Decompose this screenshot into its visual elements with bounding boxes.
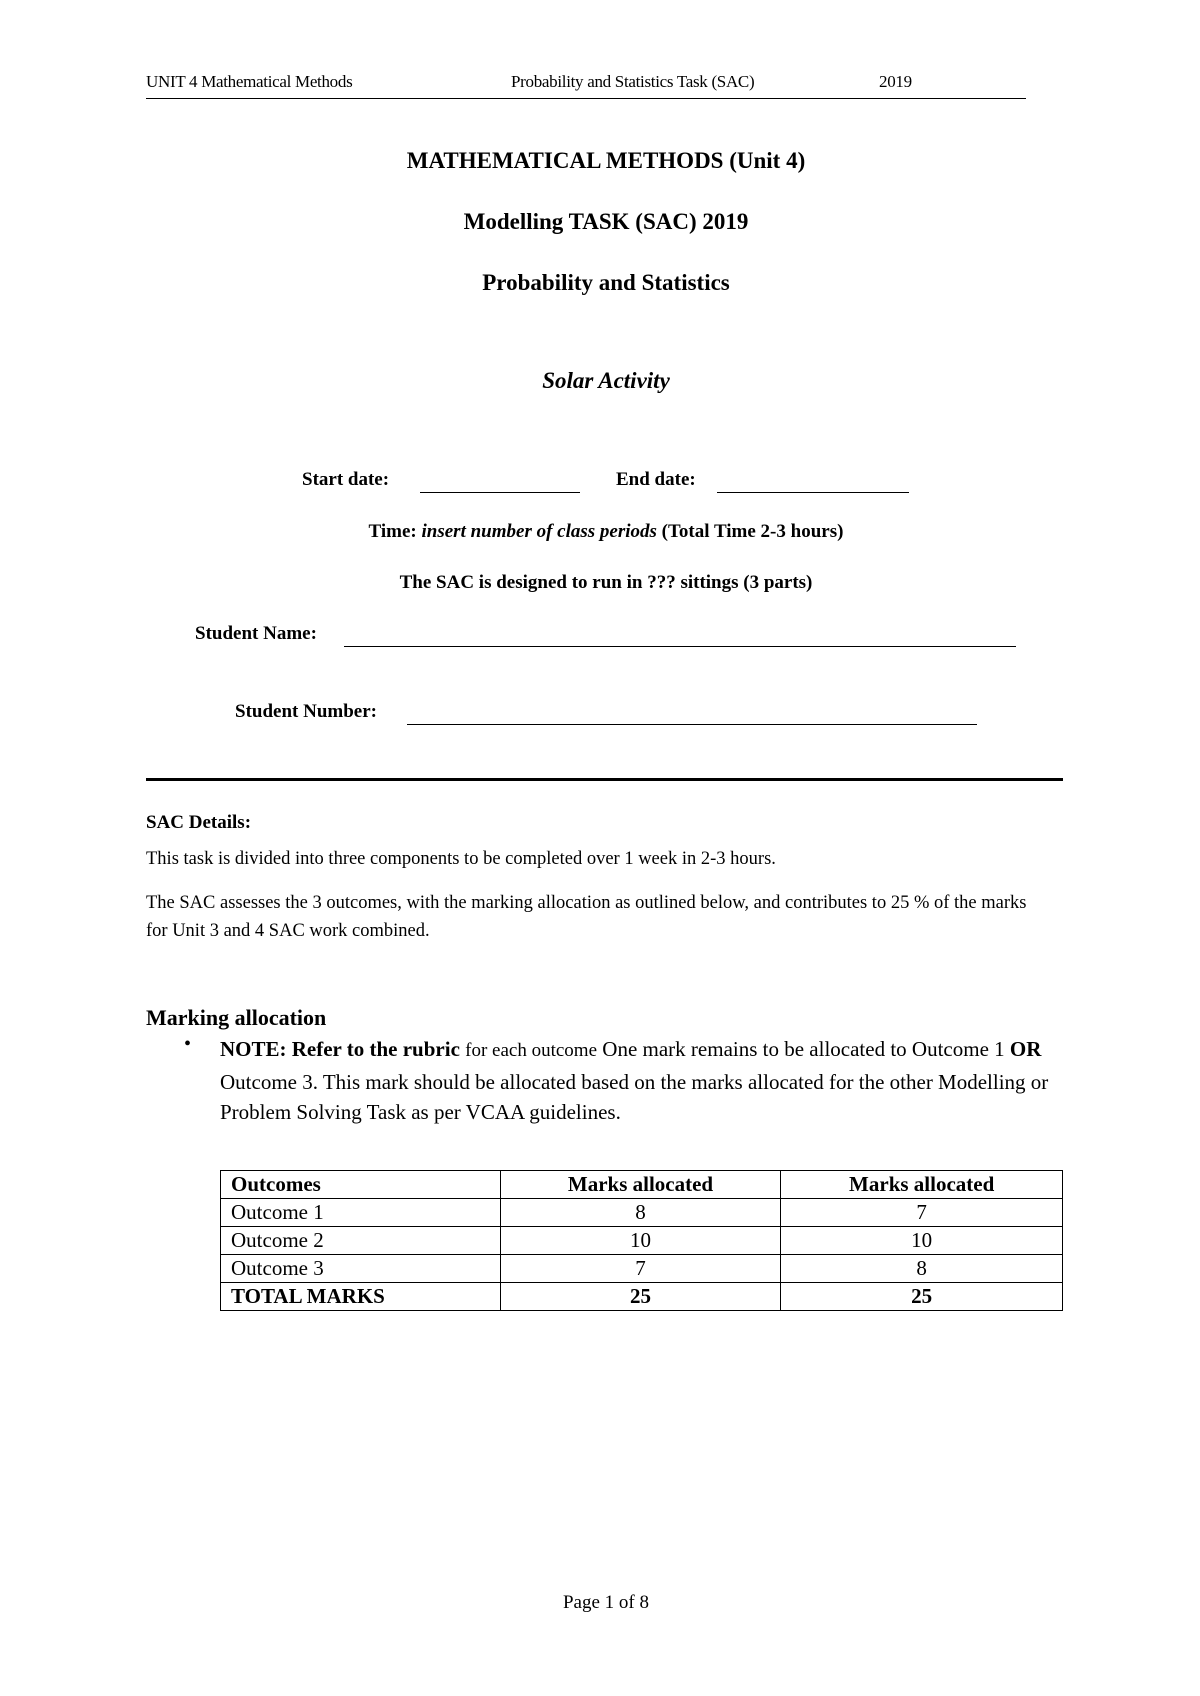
table-cell: 8 (781, 1255, 1063, 1283)
topic-title: Probability and Statistics (482, 270, 730, 295)
table-total-row (221, 1283, 1063, 1311)
marking-allocation-title: Marking allocation (146, 1005, 327, 1030)
end-date-field[interactable] (717, 492, 909, 493)
student-number-field[interactable] (407, 724, 977, 725)
column-header: Marks allocated (781, 1171, 1063, 1199)
table-cell: 25 (500, 1283, 781, 1311)
note-part-b: Outcome 3. This mark should be allocated based on the marks allocated for the other Modelling or Problem Solving Task as per VCAA guidelines. (220, 1069, 1049, 1124)
table-row (221, 1199, 1063, 1227)
note-or: OR (1009, 1037, 1042, 1061)
student-number-label: Student Number: (235, 701, 377, 722)
table-cell: 7 (500, 1255, 781, 1283)
table-cell: 25 (781, 1283, 1063, 1311)
bullet-icon: • (184, 1033, 192, 1055)
end-date-label: End date: (616, 469, 696, 490)
note-small: for each outcome (465, 1040, 598, 1061)
header-center: Probability and Statistics Task (SAC) (511, 72, 755, 91)
table-header-row (221, 1171, 1063, 1199)
table-cell: 10 (500, 1227, 781, 1255)
sac-details-paragraph-2: The SAC assesses the 3 outcomes, with the marking allocation as outlined below, and contributes to 25 % of the marks for Unit 3 and 4 SAC work combined. (146, 893, 1027, 941)
student-name-label: Student Name: (195, 623, 317, 644)
table-cell: TOTAL MARKS (221, 1283, 501, 1311)
table-cell: 8 (500, 1199, 781, 1227)
activity-title: Solar Activity (542, 368, 670, 393)
page-header (146, 72, 1026, 99)
task-title: Modelling TASK (SAC) 2019 (463, 209, 749, 234)
section-divider (146, 778, 1063, 781)
table-cell: 10 (781, 1227, 1063, 1255)
time-value: insert number of class periods (421, 521, 657, 542)
header-left: UNIT 4 Mathematical Methods (146, 72, 353, 91)
table-cell: Outcome 1 (221, 1199, 501, 1227)
column-header: Marks allocated (500, 1171, 781, 1199)
marking-note (220, 1034, 1050, 1128)
sac-details-title: SAC Details: (146, 812, 252, 833)
sac-details-paragraph-1: This task is divided into three components to be completed over 1 week in 2-3 hours. (146, 849, 776, 869)
main-title: MATHEMATICAL METHODS (Unit 4) (406, 148, 806, 173)
student-name-field[interactable] (344, 646, 1016, 647)
note-part-a: One mark remains to be allocated to Outcome 1 (602, 1037, 1005, 1061)
column-header: Outcomes (221, 1171, 501, 1199)
time-line (0, 521, 1200, 543)
time-label: Time: (368, 521, 417, 542)
marks-table (220, 1170, 1063, 1311)
start-date-label: Start date: (302, 469, 390, 490)
note-bold: NOTE: Refer to the rubric (220, 1037, 460, 1061)
sittings-line: The SAC is designed to run in ??? sittings (3 parts) (399, 572, 813, 593)
table-row (221, 1227, 1063, 1255)
page-footer: Page 1 of 8 (562, 1592, 649, 1613)
table-cell: 7 (781, 1199, 1063, 1227)
start-date-field[interactable] (420, 492, 580, 493)
table-row (221, 1255, 1063, 1283)
time-total: (Total Time 2-3 hours) (661, 521, 844, 542)
header-right: 2019 (879, 72, 912, 91)
table-cell: Outcome 3 (221, 1255, 501, 1283)
table-cell: Outcome 2 (221, 1227, 501, 1255)
